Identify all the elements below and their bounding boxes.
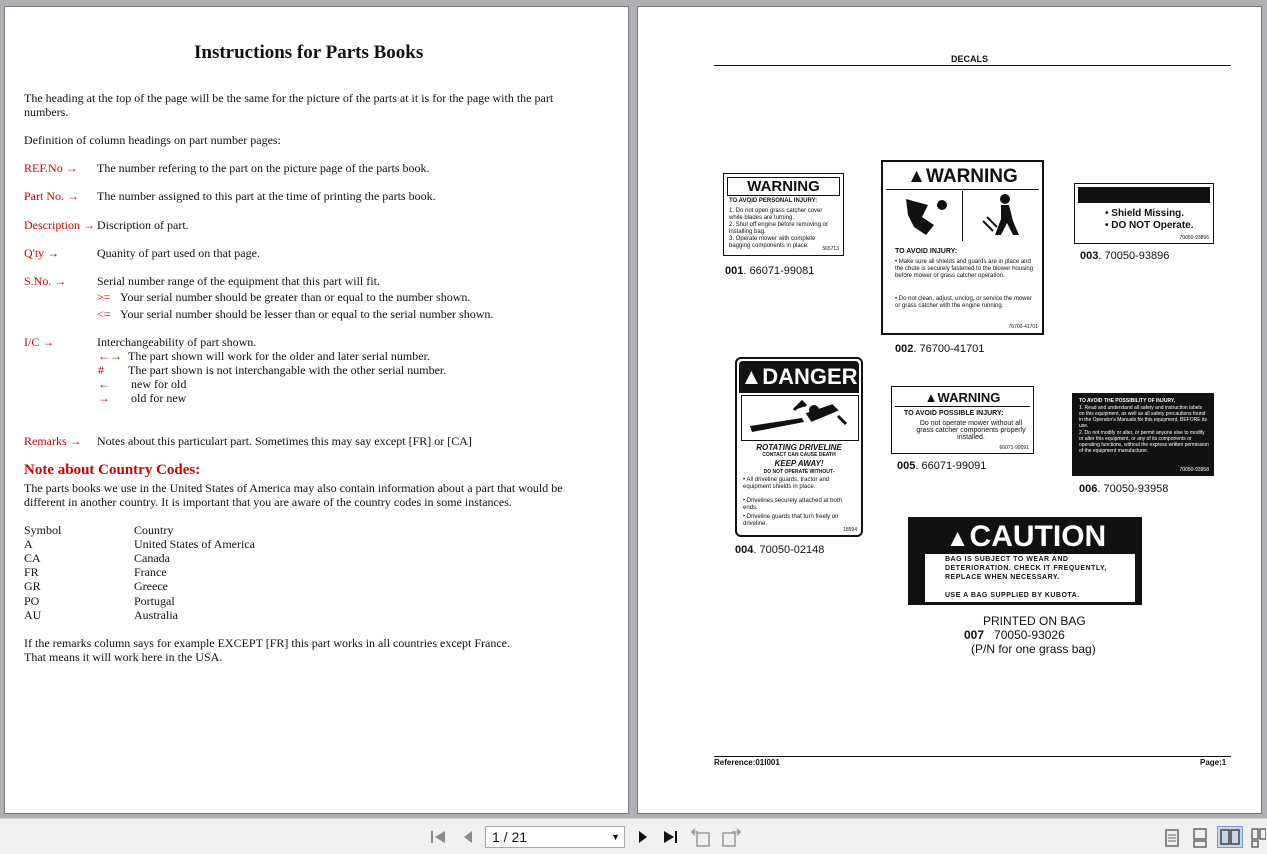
country-name: France xyxy=(134,565,167,579)
intro-text: The heading at the top of the page will be the same for the picture of the parts at it is for the page with the part numbers. xyxy=(24,91,554,119)
decal-heading-row xyxy=(886,165,1039,190)
footer-reference: Reference:01I001 xyxy=(714,758,780,767)
warning-triangle-icon: ▲ xyxy=(907,166,926,187)
decal-part: 66071-99081 xyxy=(749,265,815,277)
page-number-input[interactable] xyxy=(485,826,625,848)
decal-line: • All driveline guards, tractor and equipment shields in place. xyxy=(743,477,830,490)
decal-heading-row xyxy=(739,361,859,393)
prev-page-button[interactable] xyxy=(461,829,475,850)
country-name: Portugal xyxy=(134,594,175,608)
pictogram-entanglement-icon xyxy=(886,191,963,241)
continuous-view-button[interactable] xyxy=(1191,828,1209,853)
sno-le-symbol: <= xyxy=(97,307,111,321)
decal-subheading: ROTATING DRIVELINE xyxy=(756,443,842,452)
back-view-icon xyxy=(690,828,712,848)
decal-ref: 007 xyxy=(964,628,985,642)
decal-005 xyxy=(891,386,1034,454)
country-symbol: A xyxy=(24,537,33,551)
remarks-term: Remarks → xyxy=(24,434,82,448)
decal-004 xyxy=(735,357,863,537)
single-page-icon xyxy=(1163,828,1181,848)
decal-ref: 003 xyxy=(1080,250,1099,262)
header-rule xyxy=(714,65,1231,66)
def-text-refno: The number refering to the part on the picture page of the parts book. xyxy=(97,161,430,175)
decal-heading-row xyxy=(895,390,1030,407)
decal-line: • Shield Missing. xyxy=(1105,208,1185,219)
decal-heading: DANGER xyxy=(762,364,858,389)
continuous-page-icon xyxy=(1191,828,1209,848)
country-name: Australia xyxy=(134,608,178,622)
decal-line: Do not operate mower without all grass catcher components properly installed. xyxy=(916,420,1026,441)
decal-line: • Driveline guards that turn freely on driveline. xyxy=(743,514,839,527)
decal-line: • Do not clean, adjust, unclog, or service the mower or grass catcher with the engine running. xyxy=(895,296,1032,309)
decal-ref: 002 xyxy=(895,343,914,355)
decal-line: TO AVOID INJURY: xyxy=(895,248,958,255)
ic-text-right: old for new xyxy=(131,391,187,405)
last-page-icon xyxy=(662,829,680,845)
decal-part: 70050-93896 xyxy=(1104,250,1170,262)
decal-caption-003: 003. 70050-93896 xyxy=(1080,250,1170,262)
decal-006 xyxy=(1072,393,1214,476)
country-name: United States of America xyxy=(134,537,255,551)
country-name: Canada xyxy=(134,551,170,565)
decal-ref: 004 xyxy=(735,544,754,556)
decal-ref: 001 xyxy=(725,265,744,277)
def-text-qty: Quanity of part used on that page. xyxy=(97,246,260,260)
decal-heading: WARNING xyxy=(925,166,1018,187)
decal-caption-004: 004. 70050-02148 xyxy=(735,544,825,556)
closing-line-2: That means it will work here in the USA. xyxy=(24,650,223,664)
country-header-symbol: Symbol xyxy=(24,523,62,537)
decal-line: 1. Do not open grass catcher cover while blades are turning. xyxy=(729,208,823,221)
footer-page: Page:1 xyxy=(1200,758,1227,767)
ic-symbol-hash: # xyxy=(98,363,104,377)
ic-text-left: new for old xyxy=(131,377,187,391)
two-page-continuous-icon xyxy=(1250,828,1266,848)
def-text-partno: The number assigned to this part at the time of printing the parts book. xyxy=(97,189,436,203)
decal-003 xyxy=(1074,183,1214,244)
remarks-text: Notes about this particulart part. Sometimes this may say except [FR] or [CA] xyxy=(97,434,472,448)
decal-heading: WARNING xyxy=(727,177,840,196)
def-term-description: Description → xyxy=(24,218,95,232)
next-page-icon xyxy=(636,829,650,845)
decal-line: 2. Shut off engine before removing or installing bag. xyxy=(729,222,828,235)
decal-line: USE A BAG SUPPLIED BY KUBOTA. xyxy=(945,592,1080,599)
forward-view-button[interactable] xyxy=(720,828,742,853)
decal-ref: 005 xyxy=(897,460,916,472)
decal-code: 66071-99091 xyxy=(999,445,1029,451)
ic-text: Interchangeability of part shown. xyxy=(97,335,257,349)
decal-part: 70050-02148 xyxy=(759,544,825,556)
decal-line: TO AVOID THE POSSIBILITY OF INJURY, xyxy=(1079,398,1176,404)
warning-triangle-icon: ▲ xyxy=(924,390,938,405)
decal-caption-006: 006. 70050-93958 xyxy=(1079,483,1169,495)
decal-line: • DO NOT Operate. xyxy=(1105,220,1194,231)
decal-heading-row xyxy=(909,521,1142,553)
forward-view-icon xyxy=(720,828,742,848)
decal-line: DO NOT OPERATE WITHOUT- xyxy=(763,469,835,475)
decal-heading: WARNING xyxy=(937,390,1001,405)
next-page-button[interactable] xyxy=(636,829,650,850)
decal-part: 70050-93026 xyxy=(994,628,1065,642)
decal-ref: 006 xyxy=(1079,483,1098,495)
printed-on-bag: PRINTED ON BAG xyxy=(983,614,1086,628)
ic-term: I/C → xyxy=(24,335,55,349)
sno-ge-symbol: >= xyxy=(97,290,111,304)
ic-symbol-left: ← xyxy=(98,377,110,391)
decal-002 xyxy=(881,160,1044,335)
viewer-toolbar xyxy=(0,818,1267,854)
two-page-continuous-button[interactable] xyxy=(1250,828,1266,853)
decal-code: 565713 xyxy=(822,246,839,252)
decal-007 xyxy=(908,517,1142,605)
ic-symbol-right: → xyxy=(98,391,110,405)
page-indicator: 1 / 21 xyxy=(492,829,528,845)
ic-text-hash: The part shown is not interchangable with the other serial number. xyxy=(128,363,447,377)
decal-caption-007 xyxy=(964,628,1065,642)
footer-rule xyxy=(714,756,1231,757)
closing-line-1: If the remarks column says for example EXCEPT [FR] this part works in all countries except France. xyxy=(24,636,510,650)
pictogram-operator-icon xyxy=(963,191,1041,241)
decal-line: CONTACT CAN CAUSE DEATH xyxy=(762,452,836,458)
prev-page-icon xyxy=(461,829,475,845)
right-page xyxy=(637,6,1262,814)
def-term-partno: Part No. → xyxy=(24,189,79,203)
last-page-button[interactable] xyxy=(662,829,680,850)
def-term-refno: REF.No → xyxy=(24,161,78,175)
decal-heading: CAUTION xyxy=(969,520,1107,553)
country-name: Greece xyxy=(134,579,168,593)
country-symbol: FR xyxy=(24,565,39,579)
two-page-view-button[interactable] xyxy=(1217,826,1243,848)
sno-ge-text: Your serial number should be greater than or equal to the number shown. xyxy=(120,290,471,304)
pictogram-driveline-icon xyxy=(741,395,859,441)
decal-line: • Drivelines securely attached at both ends. xyxy=(743,498,842,511)
country-symbol: AU xyxy=(24,608,42,622)
decal-part: 70050-93958 xyxy=(1103,483,1169,495)
caution-triangle-icon: ▲ xyxy=(945,525,970,552)
decal-message-panel xyxy=(925,554,1135,602)
decal-line: 3. Operate mower with complete bagging components in place. xyxy=(729,236,816,249)
ic-text-both: The part shown will work for the older and later serial number. xyxy=(128,349,430,363)
left-page xyxy=(4,6,629,814)
decal-line: TO AVOID POSSIBLE INJURY: xyxy=(904,410,1004,417)
dropdown-arrow-icon: ▼ xyxy=(611,832,620,842)
decal-code: 18594 xyxy=(843,527,857,533)
single-page-view-button[interactable] xyxy=(1163,828,1181,853)
decal-caption-001: 001. 66071-99081 xyxy=(725,265,815,277)
bag-note: (P/N for one grass bag) xyxy=(971,642,1096,656)
def-term-qty: Q'ty → xyxy=(24,246,60,260)
decal-caption-002: 002. 76700-41701 xyxy=(895,343,985,355)
first-page-icon xyxy=(429,829,447,845)
ic-symbol-both: ←→ xyxy=(98,349,122,363)
def-text-description: Discription of part. xyxy=(97,218,189,232)
two-page-icon xyxy=(1218,827,1242,847)
decal-line: BAG IS SUBJECT TO WEAR AND DETERIORATION. CHECK IT FREQUENTLY, REPLACE WHEN NECESSARY. xyxy=(945,556,1107,581)
decal-line: 1. Read and understand all safety and instruction labels on this equipment, as well as all safety precautions found in the Operator's Manuals for this equipment, BEFORE its use. xyxy=(1079,405,1207,429)
country-intro: The parts books we use in the United States of America may also contain information about a part that would be different in another country. It is important that you are aware of the country codes in some instances. xyxy=(24,481,563,509)
decal-line: • Make sure all shields and guards are in place and the chute is securely fastened to the blower housing before mower or grass catcher operation. xyxy=(895,259,1034,279)
danger-triangle-icon: ▲ xyxy=(740,364,763,389)
decal-caption-005: 005. 66071-99091 xyxy=(897,460,987,472)
decal-part: 66071-99091 xyxy=(921,460,987,472)
sno-le-text: Your serial number should be lesser than or equal to the serial number shown. xyxy=(120,307,494,321)
decal-code: 70050-93896 xyxy=(1179,235,1209,241)
decal-001 xyxy=(723,173,844,256)
def-text-sno: Serial number range of the equipment that this part will fit. xyxy=(97,274,380,288)
def-term-sno: S.No. → xyxy=(24,274,67,288)
country-symbol: GR xyxy=(24,579,41,593)
decal-black-band xyxy=(1078,187,1210,203)
decal-part: 76700-41701 xyxy=(919,343,985,355)
country-header-country: Country xyxy=(134,523,174,537)
country-heading: Note about Country Codes: xyxy=(24,462,201,478)
decal-code: 76700-41701 xyxy=(1008,324,1038,330)
country-symbol: PO xyxy=(24,594,40,608)
page-title: Instructions for Parts Books xyxy=(194,42,424,63)
decal-line: 2. Do not modify or alter, or permit anyone else to modify or alter this equipment, or any of its components or operating functions, without the express written permission of the equipment manufacturer. xyxy=(1079,430,1209,454)
first-page-button[interactable] xyxy=(429,829,447,850)
country-symbol: CA xyxy=(24,551,41,565)
decal-line: KEEP AWAY! xyxy=(774,459,824,468)
decal-code: 70050-93958 xyxy=(1179,467,1209,473)
back-view-button[interactable] xyxy=(690,828,712,853)
decals-header: DECALS xyxy=(951,54,989,64)
decal-line: TO AVOID PERSONAL INJURY: xyxy=(729,198,818,204)
definition-heading: Definition of column headings on part number pages: xyxy=(24,133,281,147)
